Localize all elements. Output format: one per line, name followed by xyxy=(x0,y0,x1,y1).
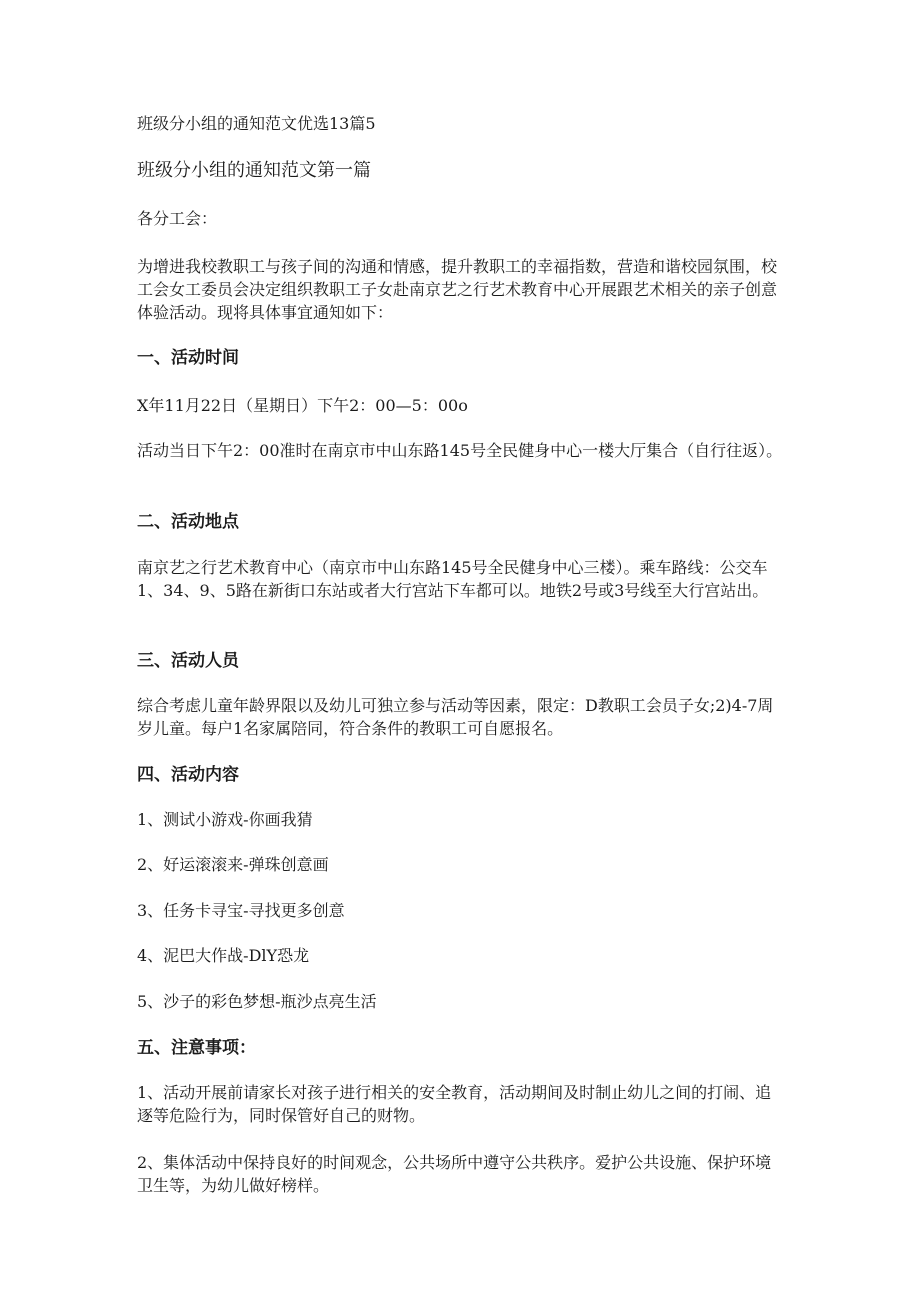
note-paragraph: 1、活动开展前请家长对孩子进行相关的安全教育，活动期间及时制止幼儿之间的打闹、追逐等危险行为，同时保管好自己的财物。 xyxy=(137,1083,772,1125)
list-item: 2、好运滚滚来-弹珠创意画 xyxy=(137,855,329,874)
list-item: 1、测试小游戏-你画我猜 xyxy=(137,810,313,829)
participants-paragraph: 综合考虑儿童年龄界限以及幼儿可独立参与活动等因素，限定：D教职工会员子女;2)4-7周岁儿童。每户1名家属陪同，符合条件的教职工可自愿报名。 xyxy=(137,696,774,738)
document-subtitle: 班级分小组的通知范文第一篇 xyxy=(137,160,371,181)
section-heading-time: 一、活动时间 xyxy=(137,348,239,368)
section-heading-content: 四、活动内容 xyxy=(137,765,239,785)
intro-paragraph: 为增进我校教职工与孩子间的沟通和情感，提升教职工的幸福指数，营造和谐校园氛围，校工会女工委员会决定组织教职工子女赴南京艺之行艺术教育中心开展跟艺术相关的亲子创意体验活动。现将具体事宜通知如下： xyxy=(137,257,778,322)
document-title: 班级分小组的通知范文优选13篇5 xyxy=(137,114,376,133)
list-item: 4、泥巴大作战-DlY恐龙 xyxy=(137,946,310,965)
greeting: 各分工会： xyxy=(137,209,218,228)
list-item: 3、任务卡寻宝-寻找更多创意 xyxy=(137,901,345,920)
location-paragraph: 南京艺之行艺术教育中心（南京市中山东路145号全民健身中心三楼）。乘车路线：公交车1、34、9、5路在新街口东站或者大行宫站下车都可以。地铁2号或3号线至大行宫站出。 xyxy=(137,558,769,600)
note-paragraph: 2、集体活动中保持良好的时间观念，公共场所中遵守公共秩序。爱护公共设施、保护环境卫生等，为幼儿做好榜样。 xyxy=(137,1153,772,1195)
time-paragraph: X年11月22日（星期日）下午2：00—5：00o xyxy=(137,396,468,415)
section-heading-location: 二、活动地点 xyxy=(137,512,239,532)
list-item: 5、沙子的彩色梦想-瓶沙点亮生活 xyxy=(137,992,377,1011)
assembly-paragraph: 活动当日下午2：00准时在南京市中山东路145号全民健身中心一楼大厅集合（自行往返）。 xyxy=(137,441,783,460)
section-heading-notes: 五、注意事项： xyxy=(137,1038,256,1058)
section-heading-participants: 三、活动人员 xyxy=(137,651,239,671)
